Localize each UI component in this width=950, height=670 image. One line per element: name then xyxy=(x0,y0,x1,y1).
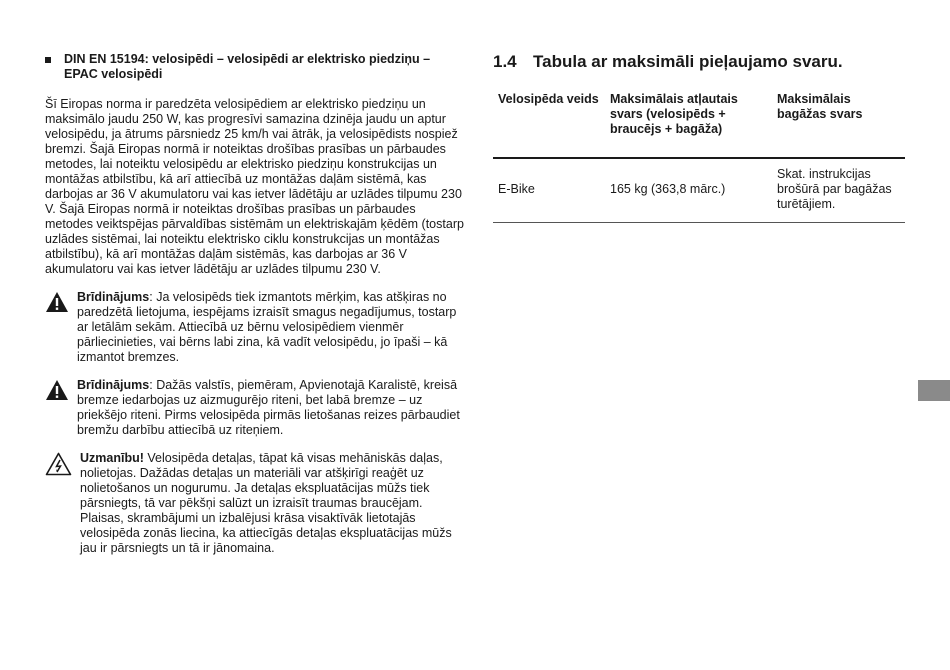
high-voltage-triangle-icon xyxy=(45,452,72,476)
table-row xyxy=(493,158,905,223)
section-title xyxy=(493,52,905,72)
caution-text: Velosipēda detaļas, tāpat kā visas mehāniskās daļas, nolietojas. Dažādas detaļas un materiāli var atšķirīgi reaģēt uz nolietošanos un nogurumu. Ja detaļas ekspluatācijas mūžs tiek pārsniegts, tā var pēkšņi salūzt un izraisīt traumas braucējam. Plaisas, skrambājumi un izbalējusi krāsa visaktīvāk lietotajās velosipēda zonās liecina, ka attiecīgās detaļas ekspluatācijas mūžs jau ir pārsniegts un tā ir jānomaina. xyxy=(80,451,452,555)
standard-heading xyxy=(45,52,465,82)
table-header-cell: Maksimālais bagāžas svars xyxy=(777,92,863,121)
warning-label: Brīdinājums xyxy=(77,378,150,392)
section-title-text: Tabula ar maksimāli pieļaujamo svaru. xyxy=(533,52,843,71)
caution-notice xyxy=(45,451,465,556)
bullet-square-icon xyxy=(45,57,51,63)
table-header-cell: Maksimālais atļautais svars (velosipēds + braucējs + bagāža) xyxy=(610,92,738,136)
table-header-cell: Velosipēda veids xyxy=(498,92,599,106)
table-cell: 165 kg (363,8 mārc.) xyxy=(610,182,726,196)
warning-triangle-icon xyxy=(45,379,69,401)
left-column xyxy=(45,52,465,556)
right-column xyxy=(493,52,905,223)
chapter-tab-marker xyxy=(918,380,950,401)
table-cell: Skat. instrukcijas brošūrā par bagāžas turētājiem. xyxy=(777,167,892,211)
warning-label: Brīdinājums xyxy=(77,290,150,304)
warning-text: : Dažās valstīs, piemēram, Apvienotajā Karalistē, kreisā bremze iedarbojas uz aizmugurējo riteni, bet labā bremze – uz priekšējo riteni. Pirms velosipēda pirmās lietošanas reizes pārbaudiet bremžu darbību attiecībā uz riteņiem. xyxy=(77,378,460,437)
standard-paragraph: Šī Eiropas norma ir paredzēta velosipēdiem ar elektrisko piedziņu un maksimālo jaudu 250 W, kas progresīvi samazina dzinēja jaudu un aptur velosipēdu, ja ātrums pārsniedz 25 km/h vai ātrāk, ja velosipēdists nospiež bremzi. Šajā Eiropas normā ir noteiktas drošības prasības un pārbaudes metodes, lai noteiktu velosipēdu ar elektrisko piedziņu konstrukcijas un montāžas atbilstību, kā arī attiecībā uz montāžas daļām sistēmā, kas darbojas ar 36 V akumulatoru vai kas ietver lādētāju ar uzlādes tilpumu 230 V. Šajā Eiropas normā ir noteiktas drošības prasības un pārbaudes metodes veiktspējas pārvaldības sistēmām un elektriskajām ķēdēm (tostarp uzlādes sistēmai, lai noteiktu elektrisko ciklu konstrukcijas un montāžas atbilstību), kā arī montāžas daļām sistēmās, kas darbojas ar 36 V akumulatoru vai kas ietver lādētāju ar uzlādes tilpumu 230 V. xyxy=(45,97,464,276)
standard-heading-text: DIN EN 15194: velosipēdi – velosipēdi ar elektrisko piedziņu – EPAC velosipēdi xyxy=(64,52,431,81)
section-number: 1.4 xyxy=(493,52,517,71)
caution-label: Uzmanību! xyxy=(80,451,144,465)
table-cell: E-Bike xyxy=(498,182,535,196)
warning-text: : Ja velosipēds tiek izmantots mērķim, kas atšķiras no paredzētā lietojuma, iespējams izraisīt smagus negadījumus, tostarp ar letālām sekām. Attiecībā uz bērnu velosipēdiem vienmēr pārliecinieties, vai bērns labi zina, kā vadīt velosipēdu, jo īpaši – kā izmantot bremzes. xyxy=(77,290,457,364)
warning-notice-2 xyxy=(45,378,465,438)
warning-notice-1 xyxy=(45,290,465,365)
weight-table xyxy=(493,92,905,223)
warning-triangle-icon xyxy=(45,291,69,313)
table-header-row xyxy=(493,92,905,158)
